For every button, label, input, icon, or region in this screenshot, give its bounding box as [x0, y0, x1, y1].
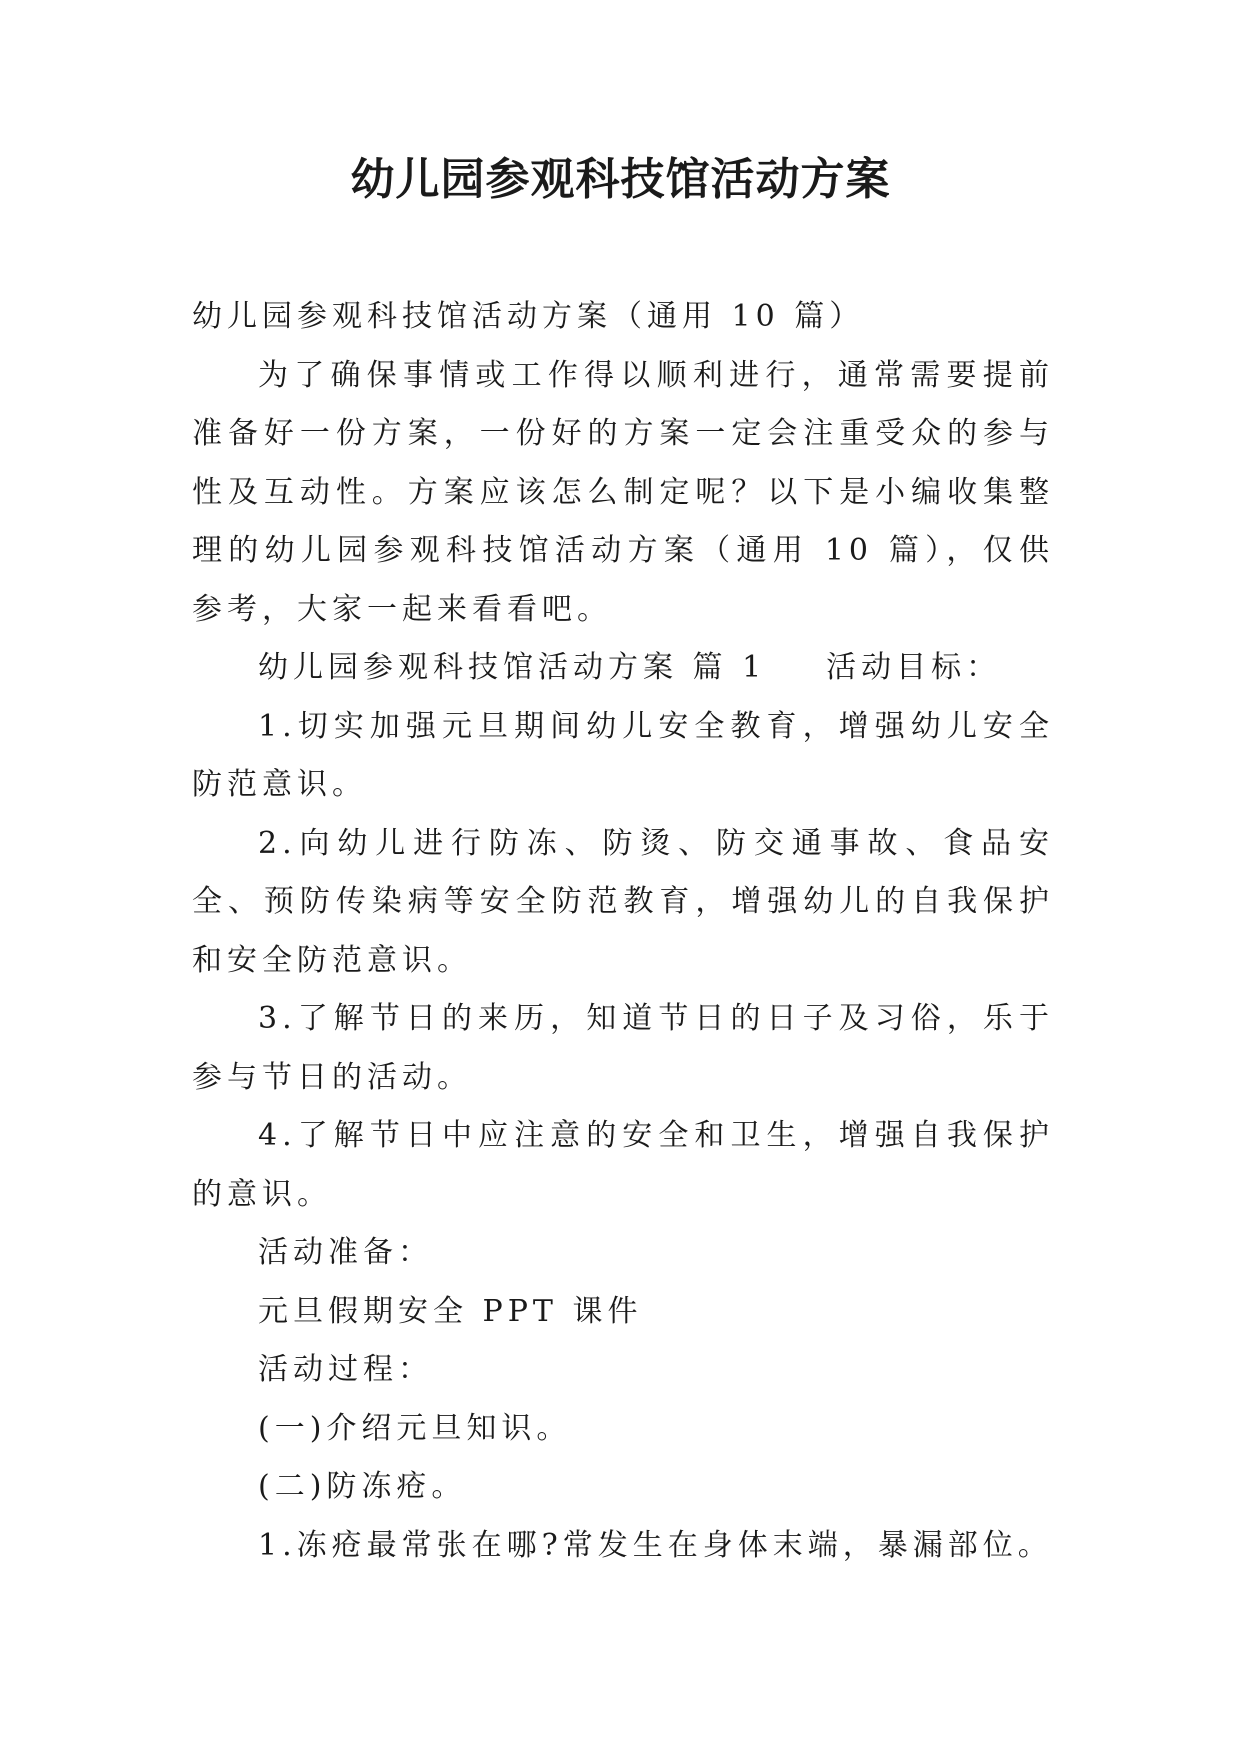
process-step: (一)介绍元旦知识。	[258, 1410, 572, 1446]
prep-item: 元旦假期安全 PPT 课件	[258, 1293, 643, 1329]
goal-item: 3.了解节日的来历，知道节日的日子及习俗，乐于参与节日的活动。	[192, 1001, 1054, 1095]
goal-item: 1.切实加强元旦期间幼儿安全教育，增强幼儿安全防范意识。	[192, 708, 1054, 802]
document-subtitle: 幼儿园参观科技馆活动方案（通用 10 篇）	[192, 299, 865, 334]
section-heading-line	[192, 639, 1054, 698]
goal-item: 4.了解节日中应注意的安全和卫生，增强自我保护的意识。	[192, 1118, 1054, 1212]
document-title: 幼儿园参观科技馆活动方案	[350, 154, 891, 205]
prep-label: 活动准备：	[258, 1235, 433, 1270]
process-label: 活动过程：	[258, 1352, 433, 1387]
section-heading: 幼儿园参观科技馆活动方案 篇 1	[258, 650, 767, 685]
goal-label: 活动目标：	[826, 650, 1002, 685]
goal-item: 2.向幼儿进行防冻、防烫、防交通事故、食品安全、预防传染病等安全防范教育，增强幼儿的自我保护和安全防范意识。	[192, 825, 1054, 978]
intro-paragraph: 为了确保事情或工作得以顺利进行，通常需要提前准备好一份方案，一份好的方案一定会注重受众的参与性及互动性。方案应该怎么制定呢？以下是小编收集整理的幼儿园参观科技馆活动方案（通用 10 篇），仅供参考，大家一起来看看吧。	[192, 357, 1054, 627]
document-body	[192, 288, 1054, 1575]
process-step: 1.冻疮最常张在哪?常发生在身体末端，暴漏部位。	[258, 1527, 1053, 1563]
process-step: (二)防冻疮。	[258, 1469, 467, 1504]
